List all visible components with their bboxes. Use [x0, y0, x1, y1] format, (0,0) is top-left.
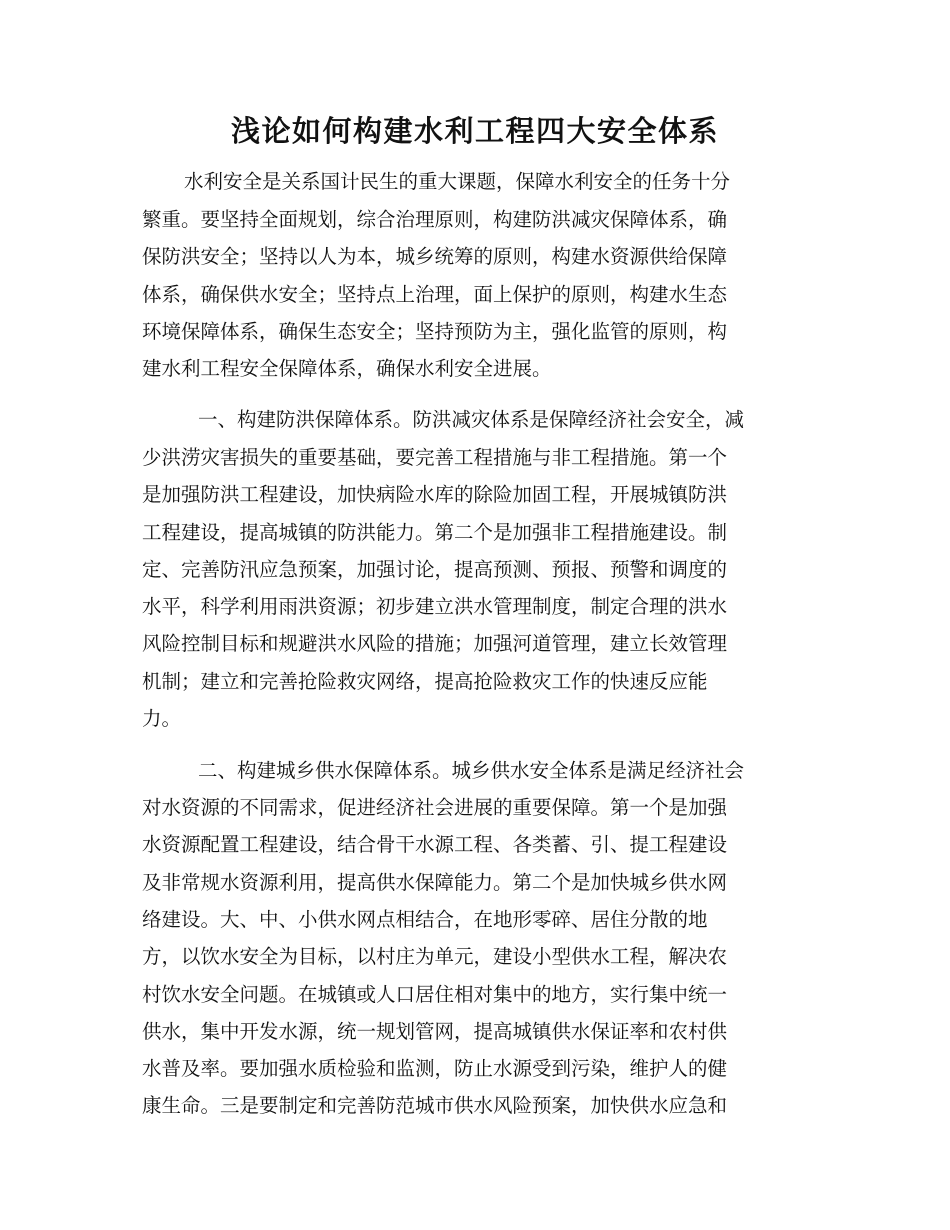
paragraph-line: 方，以饮水安全为目标，以村庄为单元，建设小型供水工程，解决农 — [142, 945, 728, 968]
paragraph-line: 工程建设，提高城镇的防洪能力。第二个是加强非工程措施建设。制 — [142, 521, 728, 544]
paragraph-line: 供水，集中开发水源，统一规划管网，提高城镇供水保证率和农村供 — [142, 1020, 728, 1043]
paragraph-line: 保防洪安全；坚持以人为本，城乡统筹的原则，构建水资源供给保障 — [142, 245, 728, 268]
paragraph-line: 水普及率。要加强水质检验和监测，防止水源受到污染，维护人的健 — [142, 1057, 728, 1080]
paragraph-line: 康生命。三是要制定和完善防范城市供水风险预案，加快供水应急和 — [142, 1094, 728, 1117]
paragraph-line: 力。 — [142, 707, 182, 730]
paragraph-line: 二、构建城乡供水保障体系。城乡供水安全体系是满足经济社会 — [198, 759, 745, 782]
paragraph-line: 繁重。要坚持全面规划，综合治理原则，构建防洪减灾保障体系，确 — [142, 208, 728, 231]
paragraph-line: 对水资源的不同需求，促进经济社会进展的重要保障。第一个是加强 — [142, 796, 728, 819]
paragraph-line: 机制；建立和完善抢险救灾网络，提高抢险救灾工作的快速反应能 — [142, 670, 708, 693]
paragraph-line: 水资源配置工程建设，结合骨干水源工程、各类蓄、引、提工程建设 — [142, 833, 728, 856]
paragraph-line: 体系，确保供水安全；坚持点上治理，面上保护的原则，构建水生态 — [142, 283, 728, 306]
paragraph-line: 一、构建防洪保障体系。防洪减灾体系是保障经济社会安全，减 — [198, 408, 745, 431]
paragraph-line: 水平，科学利用雨洪资源；初步建立洪水管理制度，制定合理的洪水 — [142, 595, 728, 618]
paragraph-line: 水利安全是关系国计民生的重大课题，保障水利安全的任务十分 — [184, 170, 731, 193]
paragraph-line: 建水利工程安全保障体系，确保水利安全进展。 — [142, 357, 552, 380]
paragraph-line: 定、完善防汛应急预案，加强讨论，提高预测、预报、预警和调度的 — [142, 558, 728, 581]
paragraph-line: 少洪涝灾害损失的重要基础，要完善工程措施与非工程措施。第一个 — [142, 446, 728, 469]
paragraph-line: 村饮水安全问题。在城镇或人口居住相对集中的地方，实行集中统一 — [142, 983, 728, 1006]
paragraph-line: 络建设。大、中、小供水网点相结合，在地形零碎、居住分散的地 — [142, 908, 708, 931]
paragraph-line: 是加强防洪工程建设，加快病险水库的除险加固工程，开展城镇防洪 — [142, 483, 728, 506]
paragraph-line: 风险控制目标和规避洪水风险的措施；加强河道管理，建立长效管理 — [142, 632, 728, 655]
document-title: 浅论如何构建水利工程四大安全体系 — [230, 114, 719, 148]
paragraph-line: 环境保障体系，确保生态安全；坚持预防为主，强化监管的原则，构 — [142, 320, 728, 343]
paragraph-line: 及非常规水资源利用，提高供水保障能力。第二个是加快城乡供水网 — [142, 871, 728, 894]
